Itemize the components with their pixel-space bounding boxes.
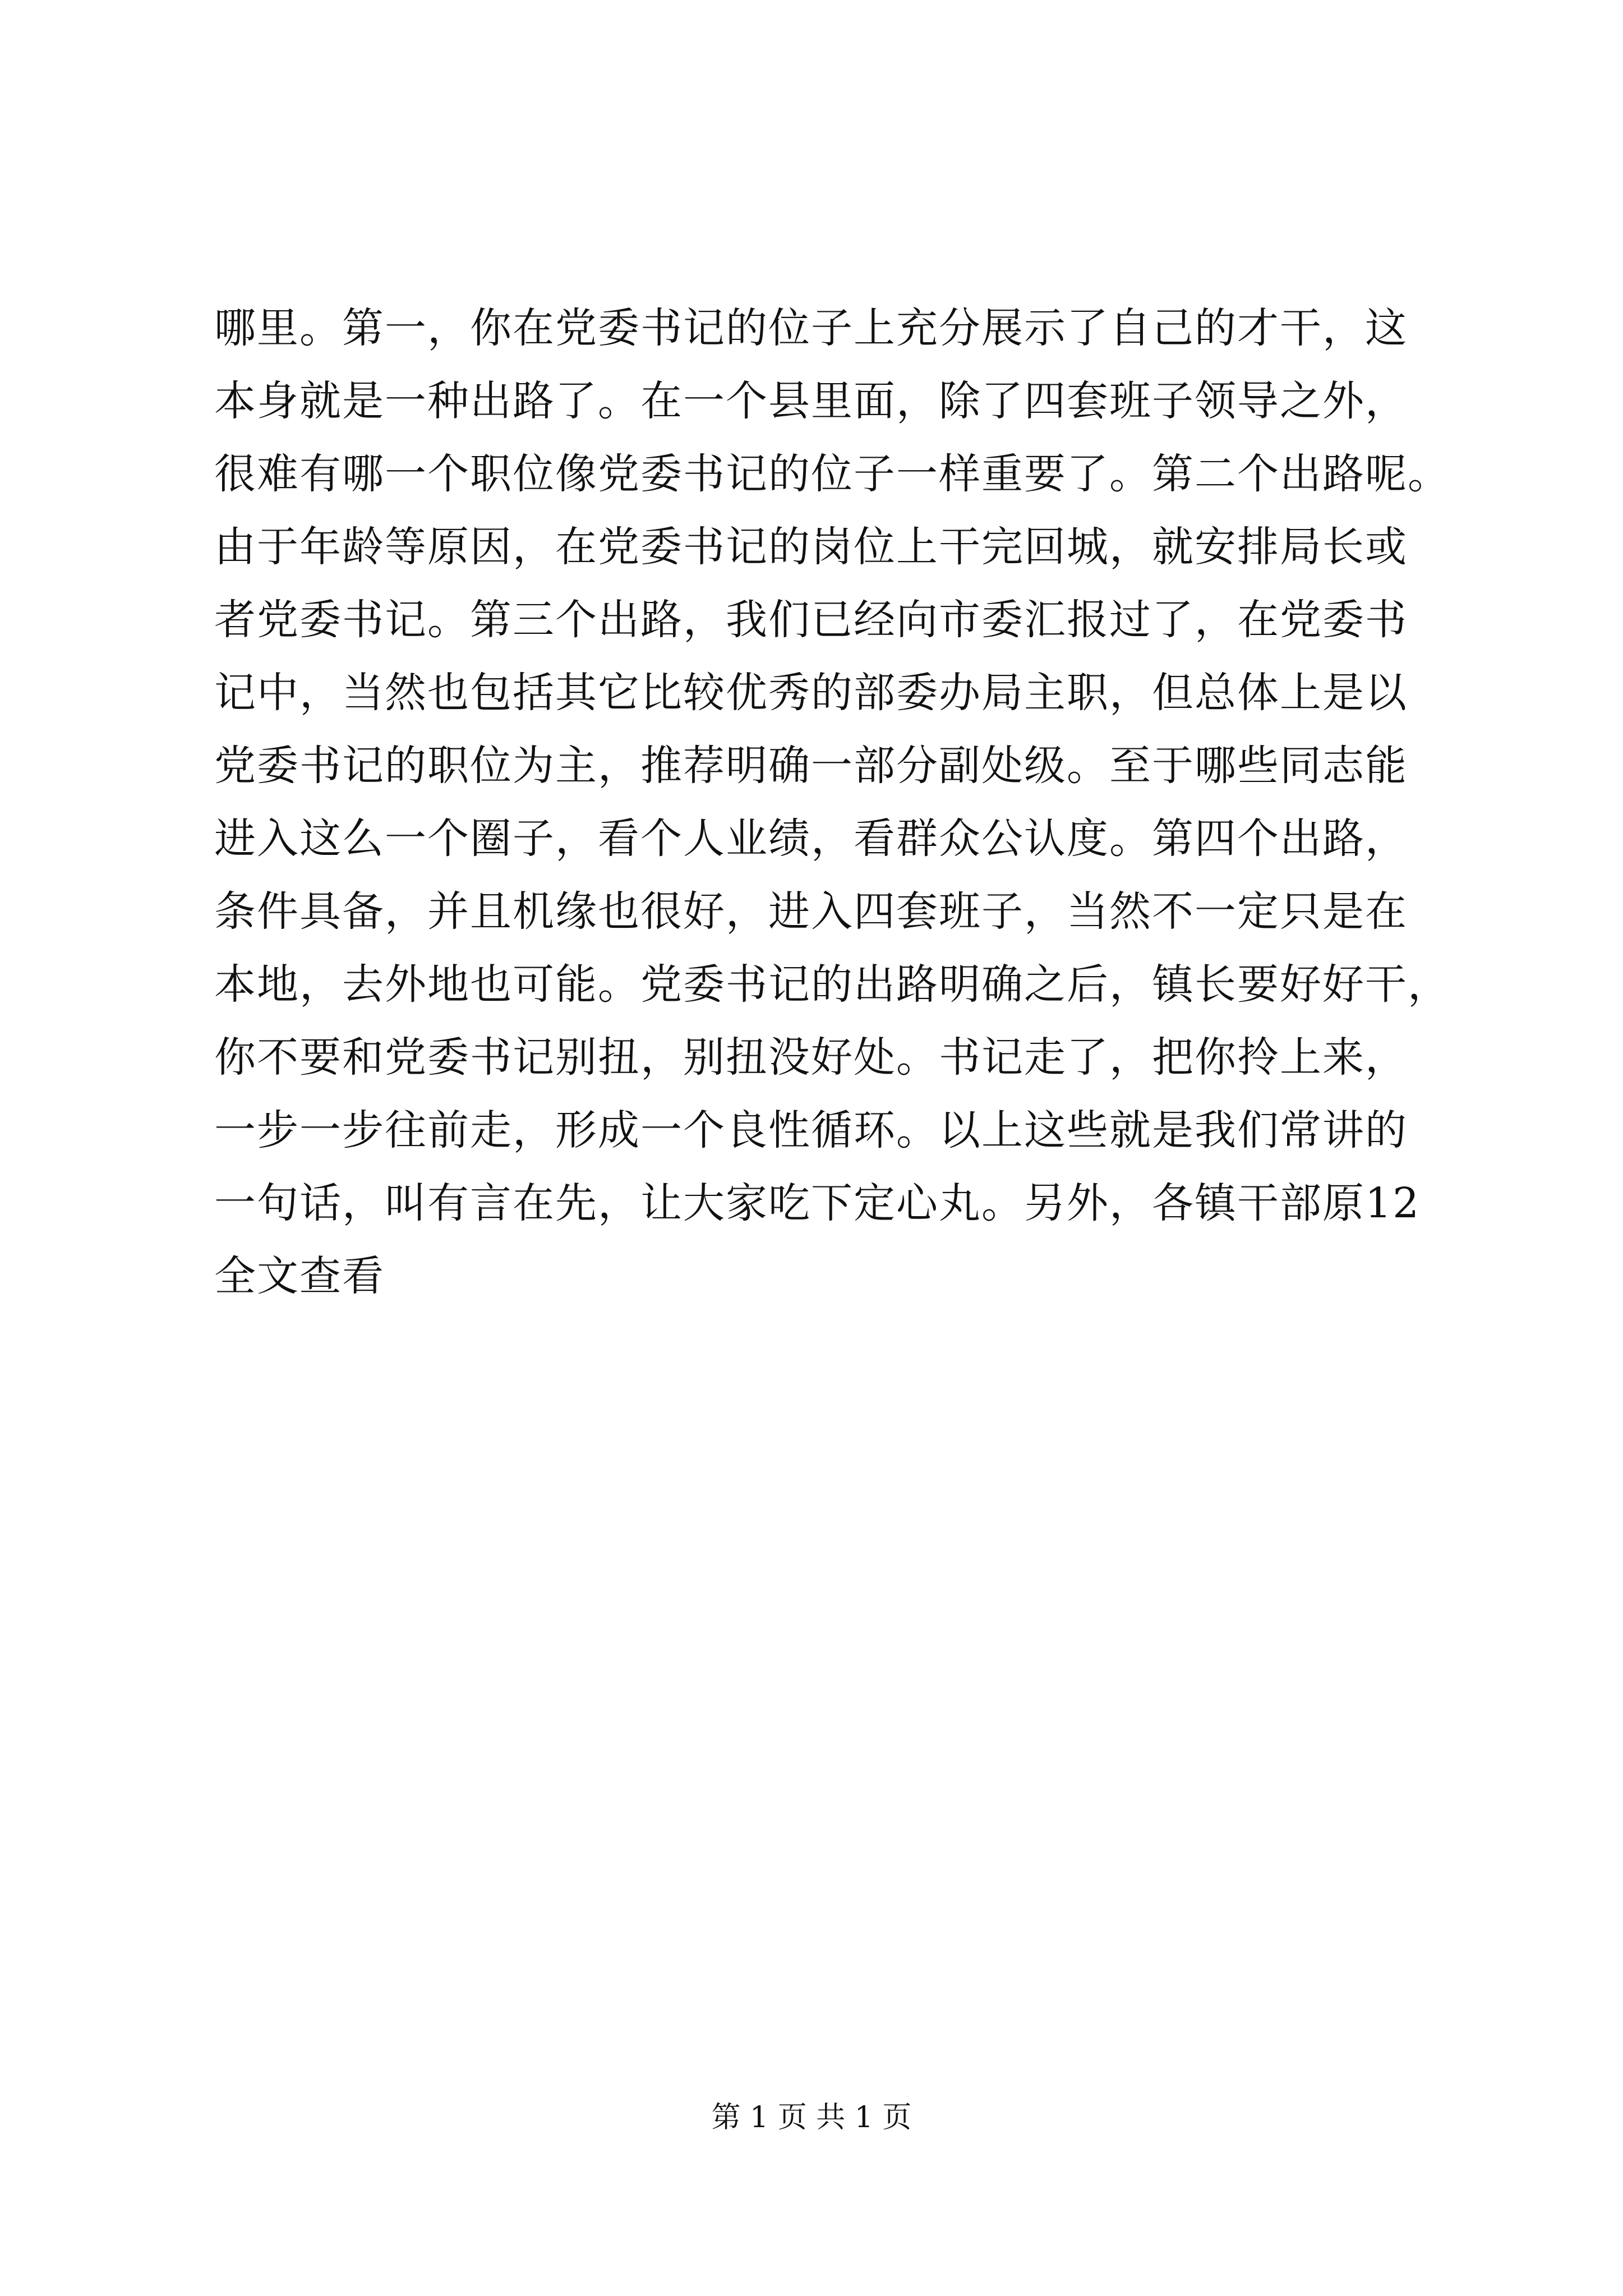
text-line: 者党委书记。第三个出路，我们已经向市委汇报过了，在党委书	[214, 596, 1408, 644]
read-full-text-link[interactable]: 全文查看	[214, 1252, 385, 1300]
text-line: 党委书记的职位为主，推荐明确一部分副处级。至于哪些同志能	[214, 742, 1408, 790]
text-line: 条件具备，并且机缘也很好，进入四套班子，当然不一定只是在	[214, 887, 1408, 936]
text-line: 本地，去外地也可能。党委书记的出路明确之后，镇长要好好干，	[214, 960, 1450, 1009]
text-line: 一步一步往前走，形成一个良性循环。以上这些就是我们常讲的	[214, 1106, 1408, 1154]
text-line: 你不要和党委书记别扭，别扭没好处。书记走了，把你拎上来，	[214, 1033, 1408, 1082]
text-line: 由于年龄等原因，在党委书记的岗位上干完回城，就安排局长或	[214, 523, 1408, 571]
text-line: 一句话，叫有言在先，让大家吃下定心丸。另外，各镇干部原12	[214, 1179, 1421, 1227]
text-line: 哪里。第一，你在党委书记的位子上充分展示了自己的才干，这	[214, 304, 1408, 352]
text-line: 记中，当然也包括其它比较优秀的部委办局主职，但总体上是以	[214, 669, 1408, 717]
page-number-footer: 第 1 页 共 1 页	[711, 2101, 912, 2134]
document-body	[214, 292, 1504, 1313]
text-line: 本身就是一种出路了。在一个县里面，除了四套班子领导之外，	[214, 377, 1408, 425]
text-line: 进入这么一个圈子，看个人业绩，看群众公认度。第四个出路，	[214, 815, 1408, 863]
text-line: 很难有哪一个职位像党委书记的位子一样重要了。第二个出路呢。	[214, 450, 1450, 498]
